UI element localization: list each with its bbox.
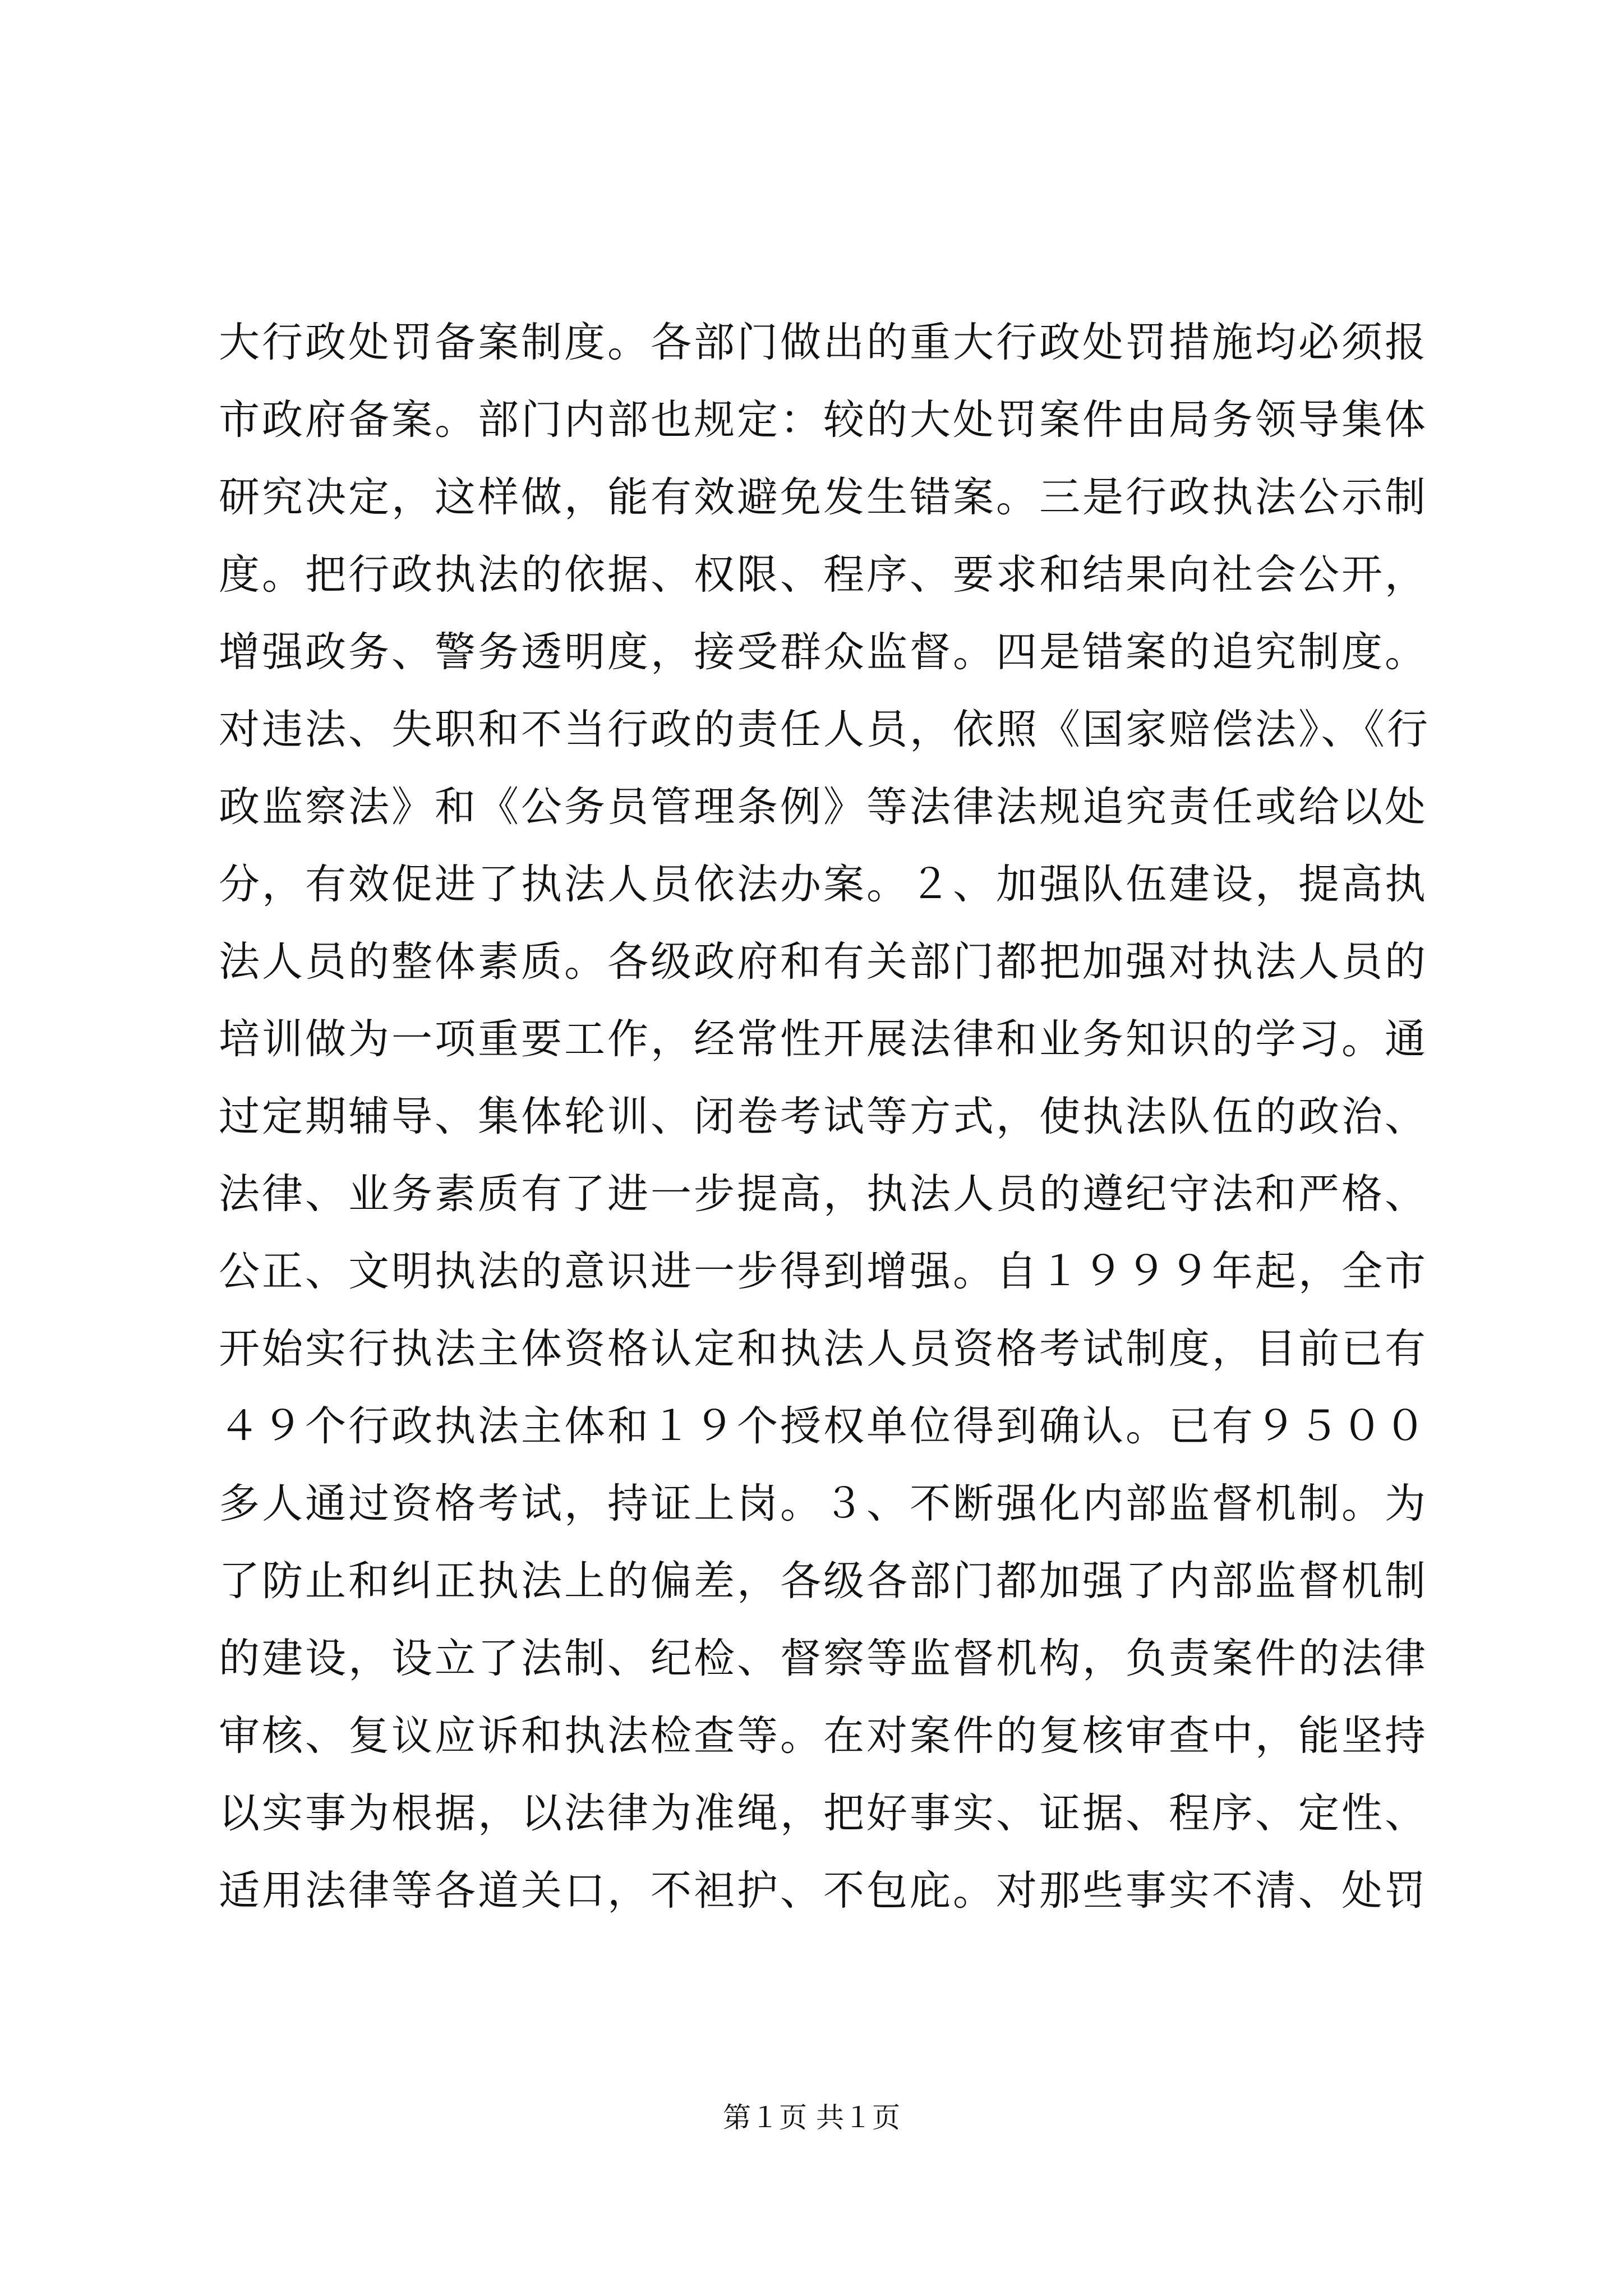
text-line: 开始实行执法主体资格认定和执法人员资格考试制度，目前已有 — [219, 1325, 1428, 1373]
text-line: 市政府备案。部门内部也规定：较的大处罚案件由局务领导集体 — [219, 396, 1428, 444]
text-line: 度。把行政执法的依据、权限、程序、要求和结果向社会公开， — [219, 551, 1428, 599]
body-text — [219, 304, 1430, 1930]
text-line: 以实事为根据，以法律为准绳，把好事实、证据、程序、定性、 — [219, 1789, 1428, 1837]
page-footer — [0, 2098, 1623, 2137]
text-line: 法律、业务素质有了进一步提高，执法人员的遵纪守法和严格、 — [219, 1170, 1428, 1218]
text-line: 研究决定，这样做，能有效避免发生错案。三是行政执法公示制 — [219, 473, 1428, 521]
text-line: 分，有效促进了执法人员依法办案。２、加强队伍建设，提高执 — [219, 861, 1428, 908]
text-line: 增强政务、警务透明度，接受群众监督。四是错案的追究制度。 — [219, 628, 1428, 676]
text-line: 公正、文明执法的意识进一步得到增强。自１９９９年起，全市 — [219, 1248, 1428, 1295]
text-line: 了防止和纠正执法上的偏差，各级各部门都加强了内部监督机制 — [219, 1557, 1428, 1605]
text-line: 多人通过资格考试，持证上岗。３、不断强化内部监督机制。为 — [219, 1480, 1428, 1527]
text-line: 法人员的整体素质。各级政府和有关部门都把加强对执法人员的 — [219, 938, 1428, 986]
text-line: 对违法、失职和不当行政的责任人员，依照《国家赔偿法》、《行 — [219, 706, 1430, 753]
text-line: 的建设，设立了法制、纪检、督察等监督机构，负责案件的法律 — [219, 1635, 1428, 1682]
text-line: 培训做为一项重要工作，经常性开展法律和业务知识的学习。通 — [219, 1015, 1428, 1063]
page-number-label: 第１页 共１页 — [723, 2101, 900, 2134]
text-line: 过定期辅导、集体轮训、闭卷考试等方式，使执法队伍的政治、 — [219, 1093, 1428, 1140]
text-line: 适用法律等各道关口，不袒护、不包庇。对那些事实不清、处罚 — [219, 1867, 1428, 1915]
text-line: 审核、复议应诉和执法检查等。在对案件的复核审查中，能坚持 — [219, 1712, 1428, 1760]
text-line: ４９个行政执法主体和１９个授权单位得到确认。已有９５００ — [219, 1402, 1428, 1450]
text-line: 政监察法》和《公务员管理条例》等法律法规追究责任或给以处 — [219, 783, 1428, 831]
text-line: 大行政处罚备案制度。各部门做出的重大行政处罚措施均必须报 — [219, 319, 1428, 366]
